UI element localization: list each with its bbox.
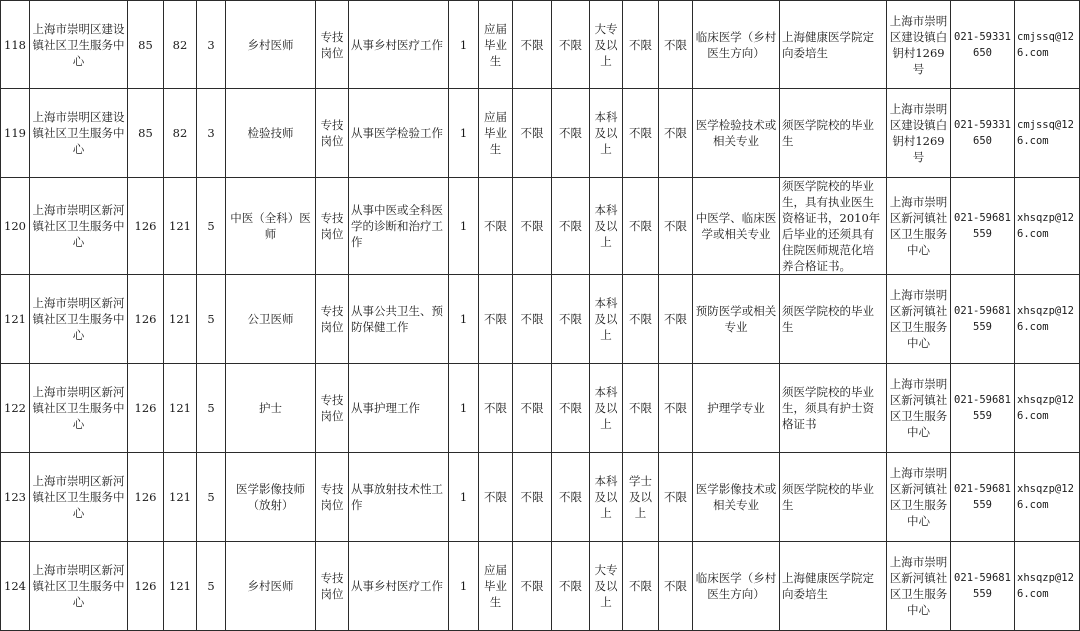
contact-email: xhsqzp@126.com: [1015, 542, 1080, 631]
hire-count: 1: [449, 453, 479, 542]
position-type: 专技岗位: [316, 1, 349, 89]
major-requirement: 护理学专业: [693, 364, 780, 453]
count-c: 5: [197, 453, 226, 542]
row-number: 124: [1, 542, 30, 631]
contact-address: 上海市崇明区新河镇社区卫生服务中心: [887, 178, 951, 275]
count-b: 82: [164, 1, 197, 89]
hiring-unit: 上海市崇明区建设镇社区卫生服务中心: [30, 89, 128, 178]
education-requirement: 本科及以上: [590, 275, 623, 364]
count-b: 121: [164, 364, 197, 453]
political-status: 不限: [552, 453, 590, 542]
hire-count: 1: [449, 1, 479, 89]
other-requirement: 上海健康医学院定向委培生: [780, 1, 887, 89]
contact-address: 上海市崇明区建设镇白钥村1269号: [887, 89, 951, 178]
count-b: 121: [164, 453, 197, 542]
hiring-unit: 上海市崇明区建设镇社区卫生服务中心: [30, 1, 128, 89]
other-requirement: 须医学院校的毕业生: [780, 275, 887, 364]
age-requirement: 不限: [513, 275, 552, 364]
position-name: 检验技师: [226, 89, 316, 178]
job-duty: 从事中医或全科医学的诊断和治疗工作: [349, 178, 449, 275]
position-type: 专技岗位: [316, 364, 349, 453]
table-row: [1, 89, 1080, 178]
candidate-identity: 应届毕业生: [479, 89, 513, 178]
count-a: 126: [128, 178, 164, 275]
political-status: 不限: [552, 542, 590, 631]
count-a: 126: [128, 542, 164, 631]
other-requirement: 须医学院校的毕业生，具有执业医生资格证书，2010年后毕业的还须具有住院医师规范化培养合格证书。: [780, 178, 887, 275]
table-row: [1, 364, 1080, 453]
count-c: 5: [197, 542, 226, 631]
count-a: 85: [128, 1, 164, 89]
row-number: 119: [1, 89, 30, 178]
major-requirement: 医学影像技术或相关专业: [693, 453, 780, 542]
major-requirement: 预防医学或相关专业: [693, 275, 780, 364]
political-status: 不限: [552, 1, 590, 89]
candidate-identity: 不限: [479, 275, 513, 364]
count-b: 121: [164, 178, 197, 275]
table-row: [1, 542, 1080, 631]
education-requirement: 本科及以上: [590, 453, 623, 542]
job-duty: 从事乡村医疗工作: [349, 1, 449, 89]
candidate-identity: 应届毕业生: [479, 1, 513, 89]
candidate-identity: 应届毕业生: [479, 542, 513, 631]
count-a: 85: [128, 89, 164, 178]
job-duty: 从事乡村医疗工作: [349, 542, 449, 631]
other-condition: 不限: [659, 453, 693, 542]
age-requirement: 不限: [513, 178, 552, 275]
position-type: 专技岗位: [316, 542, 349, 631]
row-number: 121: [1, 275, 30, 364]
hiring-unit: 上海市崇明区新河镇社区卫生服务中心: [30, 275, 128, 364]
contact-phone: 021-59681559: [951, 542, 1015, 631]
count-c: 5: [197, 364, 226, 453]
contact-email: xhsqzp@126.com: [1015, 275, 1080, 364]
other-condition: 不限: [659, 275, 693, 364]
contact-phone: 021-59681559: [951, 453, 1015, 542]
row-number: 120: [1, 178, 30, 275]
contact-email: xhsqzp@126.com: [1015, 178, 1080, 275]
job-duty: 从事护理工作: [349, 364, 449, 453]
major-requirement: 临床医学（乡村医生方向）: [693, 542, 780, 631]
count-a: 126: [128, 453, 164, 542]
count-c: 3: [197, 89, 226, 178]
count-b: 121: [164, 542, 197, 631]
age-requirement: 不限: [513, 1, 552, 89]
contact-phone: 021-59331650: [951, 1, 1015, 89]
age-requirement: 不限: [513, 453, 552, 542]
education-requirement: 本科及以上: [590, 364, 623, 453]
hire-count: 1: [449, 89, 479, 178]
major-requirement: 临床医学（乡村医生方向）: [693, 1, 780, 89]
political-status: 不限: [552, 178, 590, 275]
age-requirement: 不限: [513, 542, 552, 631]
contact-email: cmjssq@126.com: [1015, 89, 1080, 178]
hiring-unit: 上海市崇明区新河镇社区卫生服务中心: [30, 364, 128, 453]
position-name: 公卫医师: [226, 275, 316, 364]
education-requirement: 本科及以上: [590, 178, 623, 275]
other-requirement: 须医学院校的毕业生，须具有护士资格证书: [780, 364, 887, 453]
hire-count: 1: [449, 542, 479, 631]
major-requirement: 中医学、临床医学或相关专业: [693, 178, 780, 275]
count-c: 3: [197, 1, 226, 89]
hire-count: 1: [449, 364, 479, 453]
count-c: 5: [197, 178, 226, 275]
political-status: 不限: [552, 364, 590, 453]
degree-requirement: 不限: [623, 364, 659, 453]
position-name: 护士: [226, 364, 316, 453]
hiring-unit: 上海市崇明区新河镇社区卫生服务中心: [30, 178, 128, 275]
hiring-unit: 上海市崇明区新河镇社区卫生服务中心: [30, 453, 128, 542]
position-type: 专技岗位: [316, 275, 349, 364]
position-type: 专技岗位: [316, 453, 349, 542]
degree-requirement: 不限: [623, 178, 659, 275]
contact-email: cmjssq@126.com: [1015, 1, 1080, 89]
contact-address: 上海市崇明区新河镇社区卫生服务中心: [887, 275, 951, 364]
contact-address: 上海市崇明区新河镇社区卫生服务中心: [887, 364, 951, 453]
hire-count: 1: [449, 178, 479, 275]
age-requirement: 不限: [513, 89, 552, 178]
other-requirement: 须医学院校的毕业生: [780, 89, 887, 178]
candidate-identity: 不限: [479, 364, 513, 453]
position-name: 中医（全科）医师: [226, 178, 316, 275]
row-number: 122: [1, 364, 30, 453]
other-requirement: 上海健康医学院定向委培生: [780, 542, 887, 631]
other-condition: 不限: [659, 542, 693, 631]
other-condition: 不限: [659, 89, 693, 178]
contact-phone: 021-59681559: [951, 275, 1015, 364]
count-a: 126: [128, 275, 164, 364]
other-condition: 不限: [659, 178, 693, 275]
position-type: 专技岗位: [316, 178, 349, 275]
other-condition: 不限: [659, 1, 693, 89]
table-row: [1, 275, 1080, 364]
degree-requirement: 不限: [623, 542, 659, 631]
degree-requirement: 学士及以上: [623, 453, 659, 542]
count-b: 121: [164, 275, 197, 364]
contact-email: xhsqzp@126.com: [1015, 364, 1080, 453]
candidate-identity: 不限: [479, 178, 513, 275]
contact-address: 上海市崇明区新河镇社区卫生服务中心: [887, 542, 951, 631]
hire-count: 1: [449, 275, 479, 364]
degree-requirement: 不限: [623, 275, 659, 364]
age-requirement: 不限: [513, 364, 552, 453]
position-name: 乡村医师: [226, 542, 316, 631]
major-requirement: 医学检验技术或相关专业: [693, 89, 780, 178]
count-b: 82: [164, 89, 197, 178]
contact-phone: 021-59681559: [951, 178, 1015, 275]
contact-phone: 021-59681559: [951, 364, 1015, 453]
count-c: 5: [197, 275, 226, 364]
contact-address: 上海市崇明区新河镇社区卫生服务中心: [887, 453, 951, 542]
contact-phone: 021-59331650: [951, 89, 1015, 178]
job-duty: 从事放射技术性工作: [349, 453, 449, 542]
position-name: 医学影像技师（放射）: [226, 453, 316, 542]
table-row: [1, 178, 1080, 275]
row-number: 118: [1, 1, 30, 89]
job-duty: 从事医学检验工作: [349, 89, 449, 178]
other-requirement: 须医学院校的毕业生: [780, 453, 887, 542]
contact-email: xhsqzp@126.com: [1015, 453, 1080, 542]
count-a: 126: [128, 364, 164, 453]
education-requirement: 大专及以上: [590, 542, 623, 631]
table-row: [1, 1, 1080, 89]
education-requirement: 大专及以上: [590, 1, 623, 89]
degree-requirement: 不限: [623, 89, 659, 178]
hiring-unit: 上海市崇明区新河镇社区卫生服务中心: [30, 542, 128, 631]
table-row: [1, 453, 1080, 542]
position-type: 专技岗位: [316, 89, 349, 178]
political-status: 不限: [552, 89, 590, 178]
candidate-identity: 不限: [479, 453, 513, 542]
row-number: 123: [1, 453, 30, 542]
other-condition: 不限: [659, 364, 693, 453]
contact-address: 上海市崇明区建设镇白钥村1269号: [887, 1, 951, 89]
job-duty: 从事公共卫生、预防保健工作: [349, 275, 449, 364]
position-name: 乡村医师: [226, 1, 316, 89]
political-status: 不限: [552, 275, 590, 364]
degree-requirement: 不限: [623, 1, 659, 89]
education-requirement: 本科及以上: [590, 89, 623, 178]
